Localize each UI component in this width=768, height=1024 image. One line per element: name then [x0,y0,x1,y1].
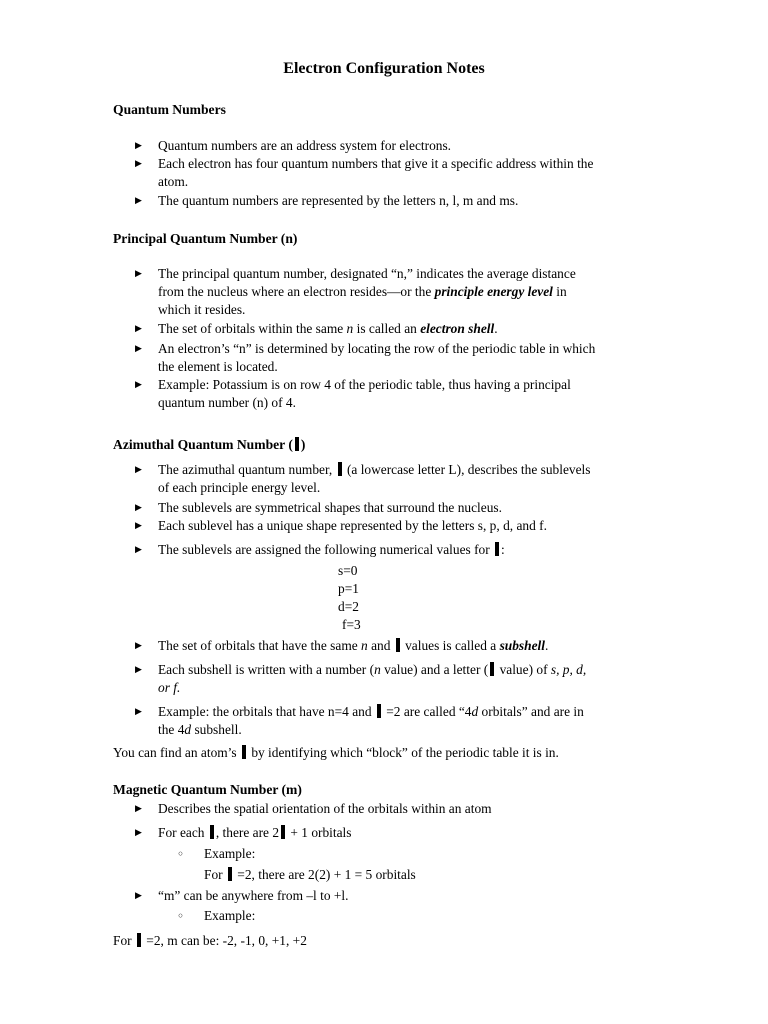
bullet-item: ▶ Each sublevel has a unique shape represented by the letters s, p, d, and f. [158,517,658,535]
paragraph-text: by identifying which “block” of the periodic table it is in. [247,745,559,760]
heading-azimuthal-quantum-number [113,436,305,454]
sub-bullet-example: ◦ Example: [204,907,255,925]
italic-variable: n [361,638,368,653]
bullet-text: value) of [496,662,551,677]
script-l-symbol [137,933,141,947]
bullet-item [158,155,658,191]
sublevel-value: s=0 [338,563,358,578]
paragraph-text: For [113,933,135,948]
bullet-text: The set of orbitals that have the same [158,638,362,653]
bullet-text: in [552,284,567,299]
bullet-text: , there are 2 [215,825,280,840]
bullet-text: The sublevels are assigned the following numerical values for [158,542,494,557]
italic-variable: n [346,321,354,336]
document-title: Electron Configuration Notes [283,60,485,77]
script-l-symbol [495,542,499,556]
bullet-item: ▶ The quantum numbers are represented by the letters n, l, m and ms. [158,192,658,210]
bullet-item: ▶ The sublevels are symmetrical shapes that surround the nucleus. [158,499,658,517]
italic-letters: or f. [158,680,181,695]
italic-letters: s, p, d, [550,662,587,677]
bullet-item [158,265,658,319]
bullet-text: orbitals” and are in [478,704,584,719]
bullet-text: Example: Potassium is on row 4 of the periodic table, thus having a principal [158,377,571,392]
example-text: For [204,867,226,882]
script-l-symbol [338,462,342,476]
bullet-text: the element is located. [158,359,278,374]
bullet-item [158,824,658,842]
bullet-item: ▶ Describes the spatial orientation of the orbitals within an atom [158,800,658,818]
emphasis-text: electron shell [420,321,495,336]
script-l-symbol [295,437,299,451]
bullet-item [158,461,658,497]
heading-text: ) [300,437,306,452]
paragraph-note [113,744,559,762]
script-l-symbol [210,825,214,839]
paragraph-text: =2, m can be: -2, -1, 0, +1, +2 [142,933,307,948]
sublevel-value: d=2 [338,599,359,614]
bullet-text: : [501,542,505,557]
emphasis-text: subshell [499,638,545,653]
bullet-text: . [544,638,549,653]
bullet-text: the 4 [158,722,185,737]
final-example-line [113,932,307,950]
heading-principal-quantum-number: Principal Quantum Number (n) [113,231,298,246]
heading-text: Azimuthal Quantum Number ( [113,437,293,452]
bullet-item [158,637,658,655]
italic-variable: n [374,662,381,677]
script-l-symbol [242,745,246,759]
bullet-text: value) and a letter ( [380,662,489,677]
bullet-text: of each principle energy level. [158,480,321,495]
heading-quantum-numbers: Quantum Numbers [113,102,226,117]
bullet-text: subshell. [191,722,242,737]
bullet-text: Each electron has four quantum numbers that give it a specific address within the [158,156,594,171]
italic-variable: d [184,722,192,737]
example-line [204,866,416,884]
bullet-text: =2 are called “4 [382,704,472,719]
bullet-item [158,661,658,697]
script-l-symbol [490,662,494,676]
sub-bullet-example: ◦ Example: [204,845,255,863]
bullet-text: Example: the orbitals that have n=4 and [158,704,375,719]
bullet-item: ▶ Quantum numbers are an address system for electrons. [158,137,658,155]
bullet-item [158,320,658,338]
bullet-text: values is called a [401,638,500,653]
paragraph-text: You can find an atom’s [113,745,240,760]
bullet-text: The set of orbitals within the same [158,321,347,336]
bullet-item [158,541,658,559]
script-l-symbol [377,704,381,718]
example-text: =2, there are 2(2) + 1 = 5 orbitals [233,867,416,882]
bullet-text: which it resides. [158,302,246,317]
script-l-symbol [396,638,400,652]
bullet-text: An electron’s “n” is determined by locating the row of the periodic table in which [158,341,596,356]
bullet-text: + 1 orbitals [287,825,352,840]
bullet-item [158,340,658,376]
heading-magnetic-quantum-number: Magnetic Quantum Number (m) [113,782,302,797]
script-l-symbol [228,867,232,881]
bullet-text: quantum number (n) of 4. [158,395,296,410]
script-l-symbol [281,825,285,839]
bullet-text: from the nucleus where an electron resides—or the [158,284,435,299]
sublevel-value: f=3 [342,617,361,632]
bullet-text: atom. [158,174,189,189]
bullet-text: For each [158,825,208,840]
bullet-text: . [494,321,498,336]
italic-variable: d [471,704,479,719]
bullet-item: ▶ “m” can be anywhere from –l to +l. [158,887,658,905]
bullet-text: is called an [353,321,421,336]
bullet-item [158,703,658,739]
bullet-text: Each subshell is written with a number ( [158,662,375,677]
bullet-item [158,376,658,412]
sublevel-value: p=1 [338,581,359,596]
bullet-text: (a lowercase letter L), describes the sublevels [343,462,591,477]
emphasis-text: principle energy level [434,284,553,299]
bullet-text: The azimuthal quantum number, [158,462,336,477]
bullet-text: The principal quantum number, designated “n,” indicates the average distance [158,266,576,281]
bullet-text: and [367,638,394,653]
